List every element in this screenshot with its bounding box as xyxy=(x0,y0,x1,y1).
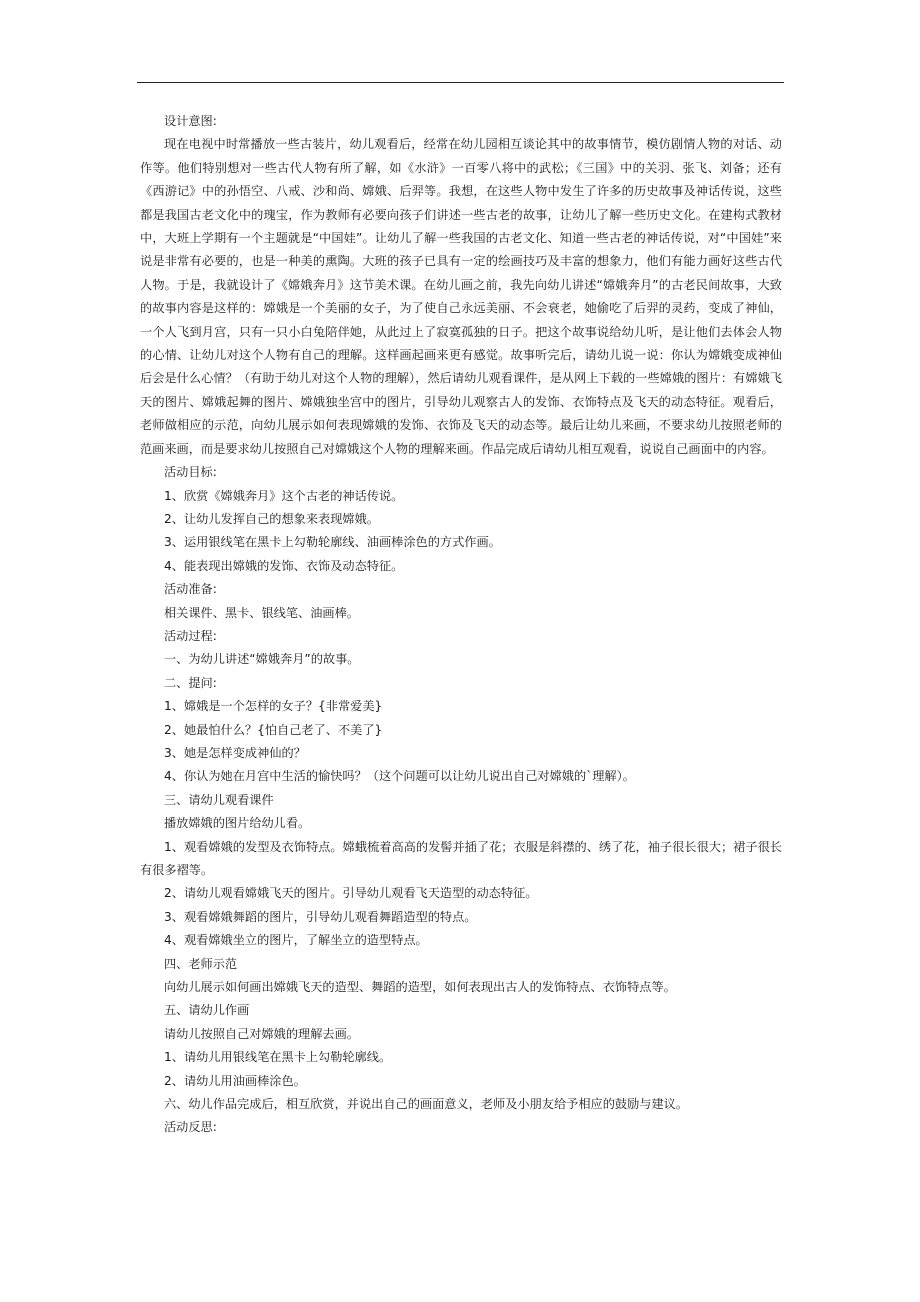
process-item: 1、嫦娥是一个怎样的女子？{非常爱美} xyxy=(164,699,383,714)
prep-text: 相关课件、黑卡、银线笔、油画棒。 xyxy=(164,605,359,620)
process-item: 一、为幼儿讲述“嫦娥奔月”的故事。 xyxy=(164,652,360,667)
heading-activity-goals: 活动目标: xyxy=(164,465,217,480)
process-item: 向幼儿展示如何画出嫦娥飞天的造型、舞蹈的造型，如何表现出古人的发饰特点、衣饰特点等。 xyxy=(164,980,676,995)
process-item: 2、请幼儿观看嫦娥飞天的图片。引导幼儿观看飞天造型的动态特征。 xyxy=(164,886,538,901)
goal-item: 3、运用银线笔在黑卡上勾勒轮廓线、油画棒涂色的方式作画。 xyxy=(164,535,501,550)
heading-activity-process: 活动过程: xyxy=(164,628,217,643)
process-item: 六、幼儿作品完成后，相互欣赏，并说出自己的画面意义，老师及小朋友给予相应的鼓励与建议。 xyxy=(164,1097,689,1112)
process-item: 三、请幼儿观看课件 xyxy=(164,792,274,807)
process-item: 2、请幼儿用油画棒涂色。 xyxy=(164,1073,306,1088)
document-body xyxy=(140,110,782,1140)
heading-activity-prep: 活动准备: xyxy=(164,582,217,597)
process-item: 四、老师示范 xyxy=(164,956,238,971)
header-rule xyxy=(137,82,784,83)
process-item: 4、你认为她在月宫中生活的愉快吗？（这个问题可以让幼儿说出自己对嫦娥的`理解）。 xyxy=(164,769,635,784)
process-item: 2、她最怕什么？{怕自己老了、不美了} xyxy=(164,722,383,737)
process-item: 1、观看嫦娥的发型及衣饰特点。嫦蛾梳着高高的发髻并插了花；衣服是斜襟的、绣了花，袖子很长很大；裙子很长有很多褶等。 xyxy=(140,839,782,877)
process-item: 3、她是怎样变成神仙的？ xyxy=(164,745,306,760)
heading-design-intent: 设计意图: xyxy=(164,114,217,128)
process-item: 播放嫦娥的图片给幼儿看。 xyxy=(164,816,311,831)
process-item: 五、请幼儿作画 xyxy=(164,1003,250,1018)
goal-item: 2、让幼儿发挥自己的想象来表现嫦娥。 xyxy=(164,511,379,526)
paragraph-design-intent: 现在电视中时常播放一些古装片，幼儿观看后，经常在幼儿园相互谈论其中的故事情节，模仿剧情人物的对话、动作等。他们特别想对一些古代人物有所了解，如《水浒》一百零八将中的武松；《三国》中的关羽、张飞、刘备；还有《西游记》中的孙悟空、八戒、沙和尚、嫦娥、后羿等。我想，在这些人物中发生了许多的历史故事及神话传说，这些都是我国古老文化中的瑰宝，作为教师有必要向孩子们讲述一些古老的故事，让幼儿了解一些历史文化。在建构式教材中，大班上学期有一个主题就是“中国娃”。让幼儿了解一些我国的古老文化、知道一些古老的神话传说，对“中国娃”来说是非常有必要的，也是一种美的熏陶。大班的孩子已具有一定的绘画技巧及丰富的想象力，他们有能力画好这些古代人物。于是，我就设计了《嫦娥奔月》这节美术课。在幼儿画之前，我先向幼儿讲述“嫦娥奔月”的古老民间故事，大致的故事内容是这样的：嫦娥是一个美丽的女子，为了使自己永远美丽、不会衰老，她偷吃了后羿的灵药，变成了神仙，一个人飞到月宫，只有一只小白兔陪伴她，从此过上了寂寞孤独的日子。把这个故事说给幼儿听，是让他们去体会人物的心情、让幼儿对这个人物有自己的理解。这样画起画来更有感觉。故事听完后，请幼儿说一说：你认为嫦娥变成神仙后会是什么心情？（有助于幼儿对这个人物的理解），然后请幼儿观看课件，是从网上下载的一些嫦娥的图片：有嫦娥飞天的图片、嫦娥起舞的图片、嫦娥独坐宫中的图片，引导幼儿观察古人的发饰、衣饰特点及飞天的动态特征。观看后，老师做相应的示范，向幼儿展示如何表现嫦娥的发饰、衣饰及飞天的动态等。最后让幼儿来画，不要求幼儿按照老师的范画来画，而是要求幼儿按照自己对嫦娥这个人物的理解来画。作品完成后请幼儿相互观看，说说自己画面中的内容。 xyxy=(140,137,782,456)
process-item: 4、观看嫦娥坐立的图片，了解坐立的造型特点。 xyxy=(164,933,428,948)
process-item: 二、提问: xyxy=(164,675,217,690)
process-item: 3、观看嫦娥舞蹈的图片，引导幼儿观看舞蹈造型的特点。 xyxy=(164,909,477,924)
goal-item: 4、能表现出嫦娥的发饰、衣饰及动态特征。 xyxy=(164,558,404,573)
goal-item: 1、欣赏《嫦娥奔月》这个古老的神话传说。 xyxy=(164,488,404,503)
heading-activity-reflection: 活动反思: xyxy=(164,1120,217,1135)
process-item: 1、请幼儿用银线笔在黑卡上勾勒轮廓线。 xyxy=(164,1050,392,1065)
process-item: 请幼儿按照自己对嫦娥的理解去画。 xyxy=(164,1026,359,1041)
